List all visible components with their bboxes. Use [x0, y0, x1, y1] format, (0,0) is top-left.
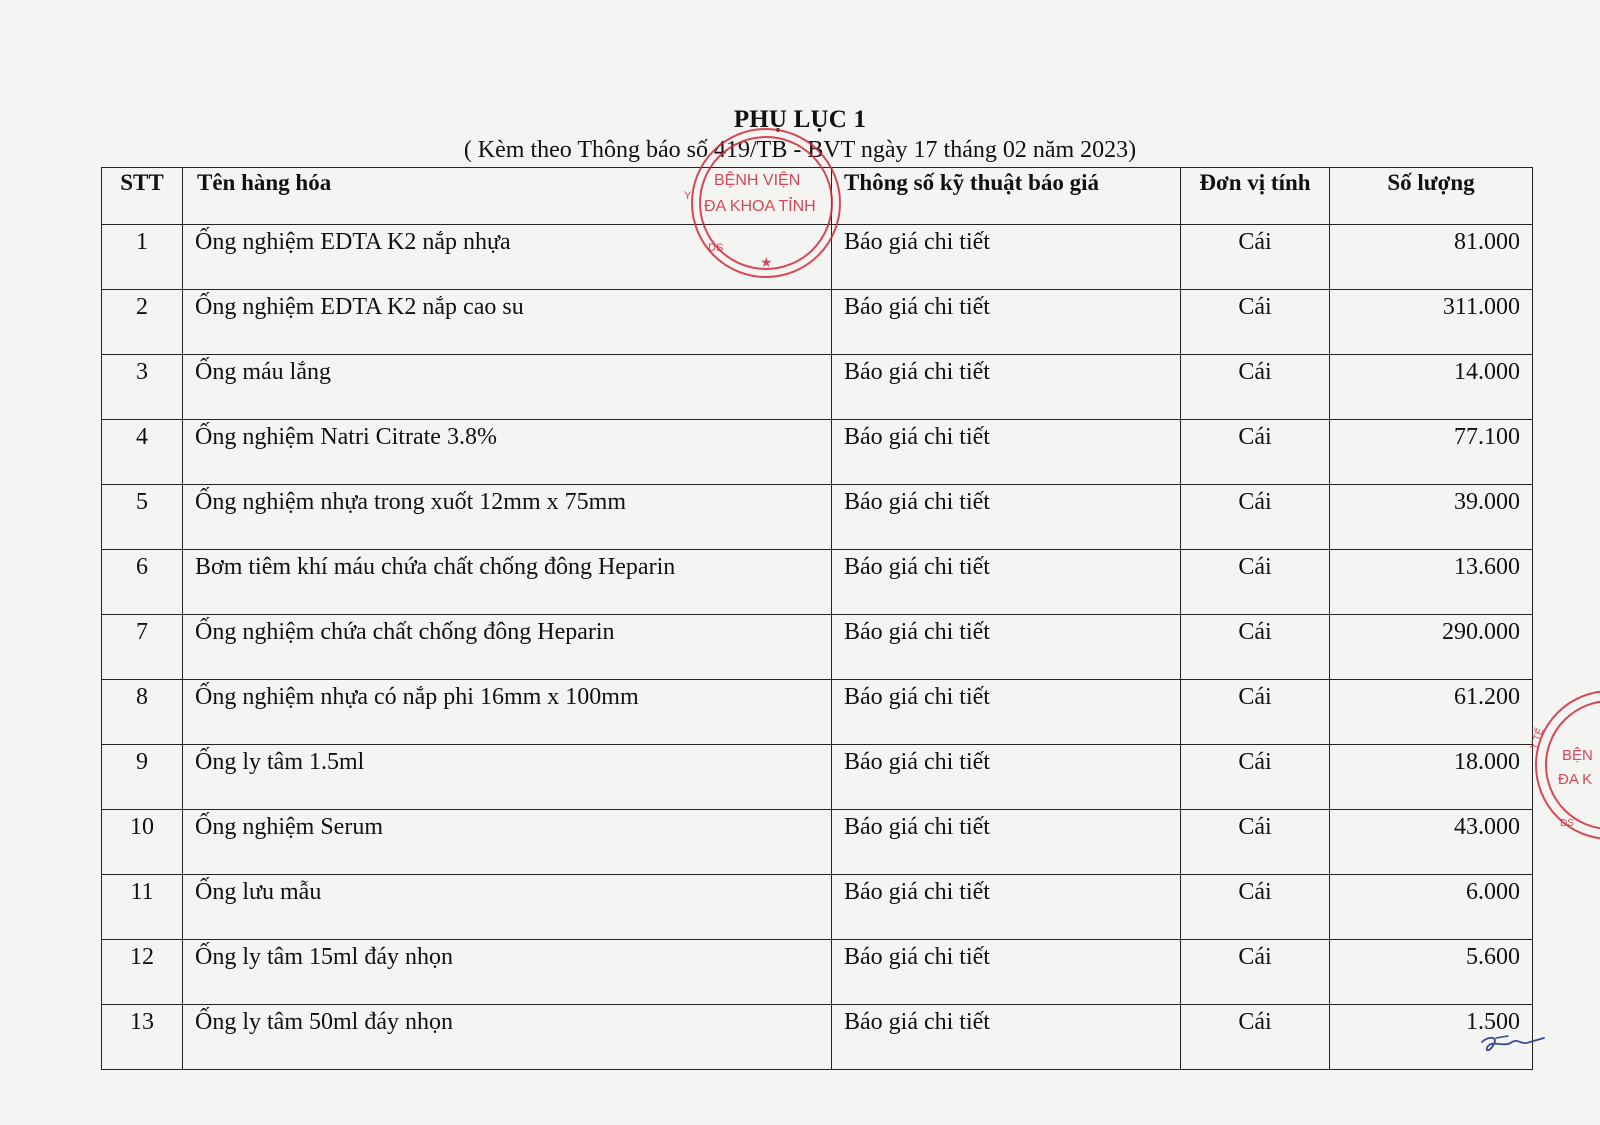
table-header-row [102, 168, 1533, 225]
table-row [102, 810, 1533, 875]
stamp-bottom-mark: DS [708, 242, 724, 254]
cell-qty: 6.000 [1330, 875, 1533, 940]
cell-stt: 2 [102, 290, 183, 355]
cell-name: Ống nghiệm Serum [183, 810, 832, 875]
header-name: Tên hàng hóa [183, 168, 832, 225]
cell-unit: Cái [1181, 420, 1330, 485]
document-subtitle: ( Kèm theo Thông báo số 419/TB - BVT ngày 17 tháng 02 năm 2023) [463, 137, 1137, 163]
cell-name: Ống nghiệm EDTA K2 nắp nhựa [183, 225, 832, 290]
cell-name: Ống máu lắng [183, 355, 832, 420]
cell-stt: 12 [102, 940, 183, 1005]
cell-stt: 3 [102, 355, 183, 420]
cell-spec: Báo giá chi tiết [832, 615, 1181, 680]
cell-qty: 5.600 [1330, 940, 1533, 1005]
cell-unit: Cái [1181, 1005, 1330, 1070]
cell-qty: 13.600 [1330, 550, 1533, 615]
stamp2-left-mark: Y TẾ [1528, 726, 1547, 752]
cell-name: Bơm tiêm khí máu chứa chất chống đông Heparin [183, 550, 832, 615]
cell-qty: 18.000 [1330, 745, 1533, 810]
goods-table [101, 167, 1533, 1070]
table-row [102, 550, 1533, 615]
table-body [102, 225, 1533, 1070]
stamp-text-line2: ĐA KHOA TỈNH [704, 198, 816, 215]
cell-spec: Báo giá chi tiết [832, 810, 1181, 875]
cell-qty: 81.000 [1330, 225, 1533, 290]
cell-name: Ống nghiệm chứa chất chống đông Heparin [183, 615, 832, 680]
cell-name: Ống nghiệm Natri Citrate 3.8% [183, 420, 832, 485]
cell-spec: Báo giá chi tiết [832, 550, 1181, 615]
cell-unit: Cái [1181, 680, 1330, 745]
table-row [102, 745, 1533, 810]
cell-name: Ống nghiệm EDTA K2 nắp cao su [183, 290, 832, 355]
cell-unit: Cái [1181, 290, 1330, 355]
stamp2-text-line1: BỆN [1562, 747, 1593, 764]
cell-stt: 7 [102, 615, 183, 680]
cell-unit: Cái [1181, 550, 1330, 615]
table-row [102, 875, 1533, 940]
cell-unit: Cái [1181, 225, 1330, 290]
cell-spec: Báo giá chi tiết [832, 355, 1181, 420]
cell-spec: Báo giá chi tiết [832, 290, 1181, 355]
cell-qty: 43.000 [1330, 810, 1533, 875]
cell-qty: 290.000 [1330, 615, 1533, 680]
cell-name: Ống ly tâm 50ml đáy nhọn [183, 1005, 832, 1070]
cell-stt: 5 [102, 485, 183, 550]
cell-name: Ống ly tâm 15ml đáy nhọn [183, 940, 832, 1005]
cell-stt: 1 [102, 225, 183, 290]
cell-spec: Báo giá chi tiết [832, 680, 1181, 745]
table-row [102, 940, 1533, 1005]
stamp2-bottom-mark: DS [1560, 818, 1574, 829]
cell-stt: 8 [102, 680, 183, 745]
cell-stt: 10 [102, 810, 183, 875]
stamp-star-icon: ★ [760, 254, 773, 270]
document-title: PHỤ LỤC 1 [733, 106, 867, 133]
header-qty: Số lượng [1330, 168, 1533, 225]
table-row [102, 680, 1533, 745]
table-row [102, 615, 1533, 680]
cell-stt: 9 [102, 745, 183, 810]
table-row [102, 420, 1533, 485]
cell-stt: 6 [102, 550, 183, 615]
table-row [102, 1005, 1533, 1070]
cell-name: Ống nghiệm nhựa trong xuốt 12mm x 75mm [183, 485, 832, 550]
stamp2-text-line2: ĐA K [1558, 771, 1593, 788]
cell-spec: Báo giá chi tiết [832, 745, 1181, 810]
cell-unit: Cái [1181, 875, 1330, 940]
table-row [102, 355, 1533, 420]
cell-spec: Báo giá chi tiết [832, 875, 1181, 940]
cell-name: Ống lưu mẫu [183, 875, 832, 940]
table-row [102, 290, 1533, 355]
header-spec: Thông số kỹ thuật báo giá [832, 168, 1181, 225]
cell-spec: Báo giá chi tiết [832, 1005, 1181, 1070]
cell-stt: 11 [102, 875, 183, 940]
cell-spec: Báo giá chi tiết [832, 485, 1181, 550]
cell-unit: Cái [1181, 615, 1330, 680]
red-seal-stamp-partial [1530, 690, 1600, 840]
cell-name: Ống ly tâm 1.5ml [183, 745, 832, 810]
cell-unit: Cái [1181, 745, 1330, 810]
cell-spec: Báo giá chi tiết [832, 940, 1181, 1005]
cell-unit: Cái [1181, 485, 1330, 550]
handwritten-signature [1478, 1030, 1548, 1060]
cell-qty: 1.500 [1330, 1005, 1533, 1070]
cell-qty: 39.000 [1330, 485, 1533, 550]
cell-spec: Báo giá chi tiết [832, 225, 1181, 290]
cell-qty: 77.100 [1330, 420, 1533, 485]
header-stt: STT [102, 168, 183, 225]
cell-stt: 4 [102, 420, 183, 485]
stamp-text-line1: BỆNH VIỆN [714, 172, 801, 189]
cell-spec: Báo giá chi tiết [832, 420, 1181, 485]
cell-qty: 311.000 [1330, 290, 1533, 355]
cell-unit: Cái [1181, 940, 1330, 1005]
cell-qty: 61.200 [1330, 680, 1533, 745]
header-unit: Đơn vị tính [1181, 168, 1330, 225]
cell-name: Ống nghiệm nhựa có nắp phi 16mm x 100mm [183, 680, 832, 745]
cell-qty: 14.000 [1330, 355, 1533, 420]
cell-unit: Cái [1181, 355, 1330, 420]
stamp-left-mark: Y [684, 190, 692, 202]
cell-stt: 13 [102, 1005, 183, 1070]
table-row [102, 225, 1533, 290]
table-row [102, 485, 1533, 550]
cell-unit: Cái [1181, 810, 1330, 875]
